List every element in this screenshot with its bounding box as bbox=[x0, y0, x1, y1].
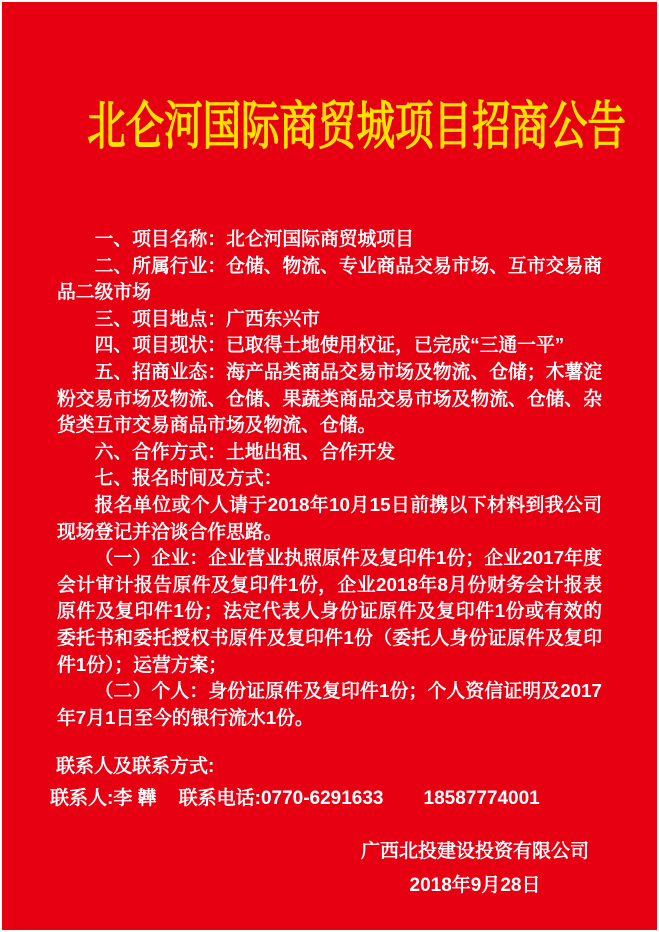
contact-heading: 联系人及联系方式: bbox=[56, 756, 215, 778]
paragraph-individual-materials: （二）个人：身份证原件及复印件1份；个人资信证明及2017年7月1日至今的银行流水1份。 bbox=[57, 680, 602, 728]
contact-section bbox=[50, 751, 657, 815]
company-name: 广西北投建设投资有限公司 bbox=[360, 841, 589, 863]
contact-phone-mobile: 18587774001 bbox=[423, 788, 540, 810]
paragraph-business-types: 五、招商业态：海产品类商品交易市场及物流、仓储；木薯淀粉交易市场及物流、仓储、果蔬类商品交易市场及物流、仓储、杂货类互市交易商品市场及物流、仓储。 bbox=[57, 360, 602, 436]
signature-block bbox=[361, 835, 589, 903]
announcement-date: 2018年9月28日 bbox=[409, 875, 541, 897]
paragraph-registration-heading: 七、报名时间及方式： bbox=[94, 467, 283, 489]
paragraph-enterprise-materials: （一）企业：企业营业执照原件及复印件1份；企业2017年度会计审计报告原件及复印件1份，企业2018年8月份财务会计报表原件及复印件1份；法定代表人身份证原件及复印件1份或有效的委托书和委托授权书原件及复印件1份（委托人身份证原件及复印件1份）；运营方案； bbox=[57, 547, 602, 675]
poster-body bbox=[57, 226, 602, 731]
paragraph-registration-details: 报名单位或个人请于2018年10月15日前携以下材料到我公司现场登记并洽谈合作思路。 bbox=[57, 493, 602, 542]
contact-line bbox=[50, 783, 657, 815]
poster-title: 北仑河国际商贸城项目招商公告 bbox=[87, 99, 626, 156]
paragraph-location: 三、项目地点：广西东兴市 bbox=[94, 307, 320, 329]
contact-name-label: 联系人: bbox=[50, 788, 114, 810]
contact-phone-office: 0770-6291633 bbox=[260, 788, 384, 810]
paragraph-industry: 二、所属行业：仓储、物流、专业商品交易市场、互市交易商品二级市场 bbox=[57, 254, 602, 303]
paragraph-project-name: 一、项目名称：北仑河国际商贸城项目 bbox=[94, 228, 414, 249]
contact-name: 李 韡 bbox=[113, 788, 157, 810]
paragraph-project-status: 四、项目现状：已取得土地使用权证，已完成“三通一平” bbox=[94, 334, 565, 356]
paragraph-cooperation-mode: 六、合作方式：土地出租、合作开发 bbox=[94, 440, 396, 462]
contact-phone-label: 联系电话: bbox=[178, 788, 261, 810]
